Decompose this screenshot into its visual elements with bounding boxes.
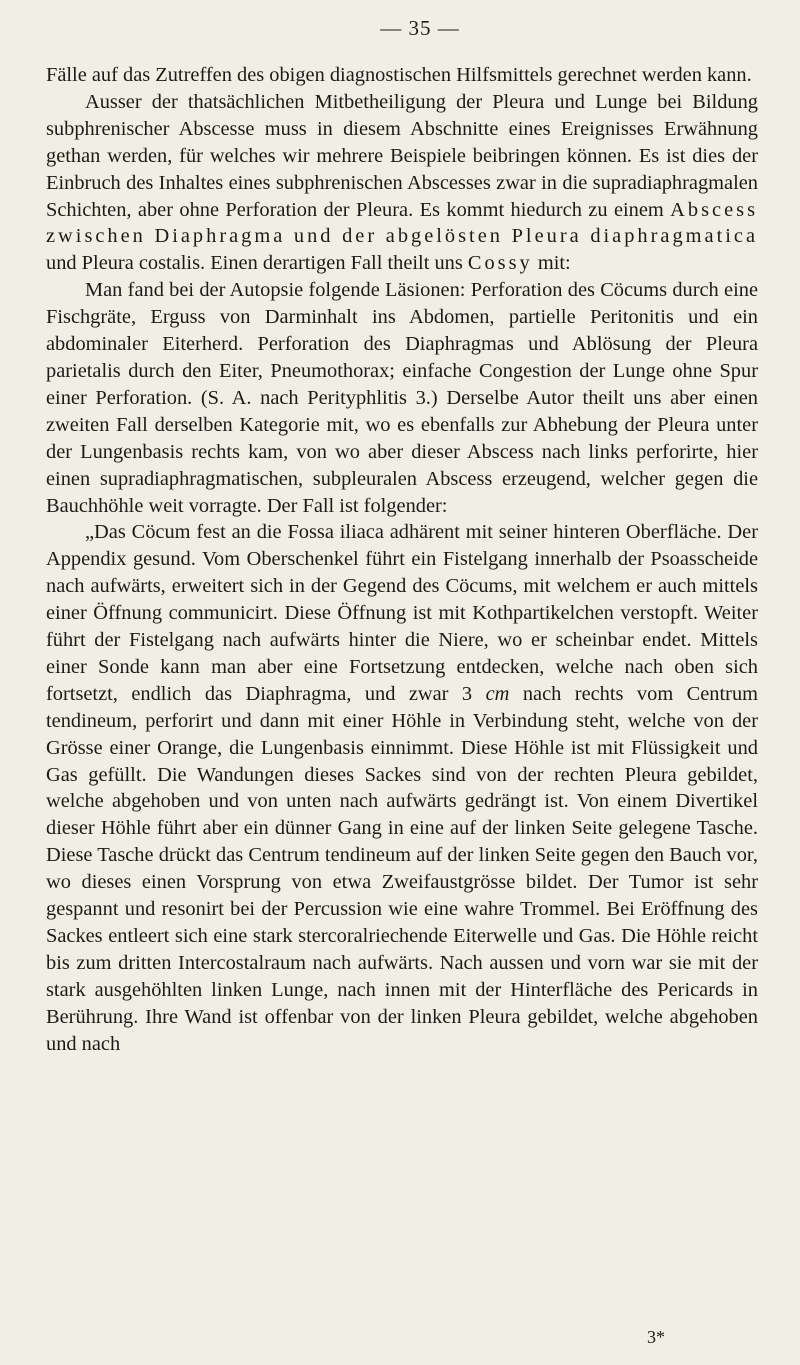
body-text [46, 62, 758, 1058]
author-name: Cossy [467, 252, 533, 275]
paragraph-2-part-a: Ausser der thatsächlichen Mitbetheiligung der Pleura und Lunge bei Bildung subphrenischer Abscesse muss in diesem Abschnitte eines Ereignisses Erwähnung gethan werden, für welches wir mehrere Beispiele beibringen können. Es ist dies der Einbruch des Inhaltes eines subphrenischen Abscesses zwar in die supradiaphragmalen Schichten, aber ohne Perforation der Pleura. Es kommt hiedurch zu einem [46, 90, 758, 221]
spaced-emphasis: Abscess zwischen Diaphragma und der abgelösten Pleura diaphragmatica [46, 198, 758, 248]
paragraph-2-part-b: und Pleura costalis. Einen derartigen Fall theilt uns [46, 252, 468, 275]
paragraph-2 [46, 89, 758, 277]
quote-part-a: „Das Cöcum fest an die Fossa iliaca adhärent mit seiner hinteren Oberfläche. Der Appendix gesund. Vom Oberschenkel führt ein Fistelgang innerhalb der Psoasscheide nach aufwärts, erweitert sich in der Gegend des Cöcums, mit welchem er auch mittels einer Öffnung communicirt. Diese Öffnung ist mit Kothpartikelchen verstopft. Weiter führt der Fistelgang nach aufwärts hinter die Niere, wo er scheinbar endet. Mittels einer Sonde kann man aber eine Fortsetzung entdecken, welche nach oben sich fortsetzt, endlich das Diaphragma, und zwar 3 [46, 521, 758, 705]
signature-mark: 3* [647, 1327, 665, 1347]
page-number: — 35 — [380, 16, 460, 40]
quote-part-b: nach rechts vom Centrum tendineum, perforirt und dann mit einer Höhle in Verbindung steht, welche von der Grösse einer Orange, die Lungenbasis einnimmt. Diese Höhle ist mit Flüssigkeit und Gas gefüllt. Die Wandungen dieses Sackes sind von der rechten Pleura gebildet, welche abgehoben und von unten nach aufwärts gedrängt ist. Von einem Divertikel dieser Höhle führt aber ein dünner Gang in eine auf der linken Seite gelegene Tasche. Diese Tasche drückt das Centrum tendineum auf der linken Seite gegen den Bauch vor, wo dieses einen Vorsprung von etwa Zweifaustgrösse bildet. Der Tumor ist sehr gespannt und resonirt bei der Percussion wie eine wahre Trommel. Bei Eröffnung des Sackes entleert sich eine stark stercoralriechende Eiterwelle und Gas. Die Höhle reicht bis zum dritten Intercostalraum nach aufwärts. Nach aussen und vorn war sie mit der stark ausgehöhlten linken Lunge, nach innen mit der Hinterfläche des Pericards in Berührung. Ihre Wand ist offenbar von der linken Pleura gebildet, welche abgehoben und nach [46, 682, 758, 1055]
unit-cm: cm [485, 682, 510, 705]
paragraph-4 [46, 519, 758, 1057]
paragraph-2-part-c: mit: [532, 252, 571, 275]
paragraph-1: Fälle auf das Zutreffen des obigen diagnostischen Hilfsmittels gerechnet werden kann. [46, 64, 752, 86]
paragraph-3: Man fand bei der Autopsie folgende Läsionen: Perforation des Cöcums durch eine Fischgräte, Erguss von Darminhalt ins Abdomen, partielle Peritonitis und ein abdominaler Eiterherd. Perforation des Diaphragmas und Ablösung der Pleura parietalis durch den Eiter, Pneumothorax; einfache Congestion der Lunge ohne Spur einer Perforation. (S. A. nach Perityphlitis 3.) Derselbe Autor theilt uns aber einen zweiten Fall derselben Kategorie mit, wo es ebenfalls zur Abhebung der Pleura unter der Lungenbasis rechts kam, von wo aber dieser Abscess nach links perforirte, hier einen supradiaphragmatischen, subpleuralen Abscess erzeugend, welcher gegen die Bauchhöhle weit vorragte. Der Fall ist folgender: [46, 279, 758, 517]
